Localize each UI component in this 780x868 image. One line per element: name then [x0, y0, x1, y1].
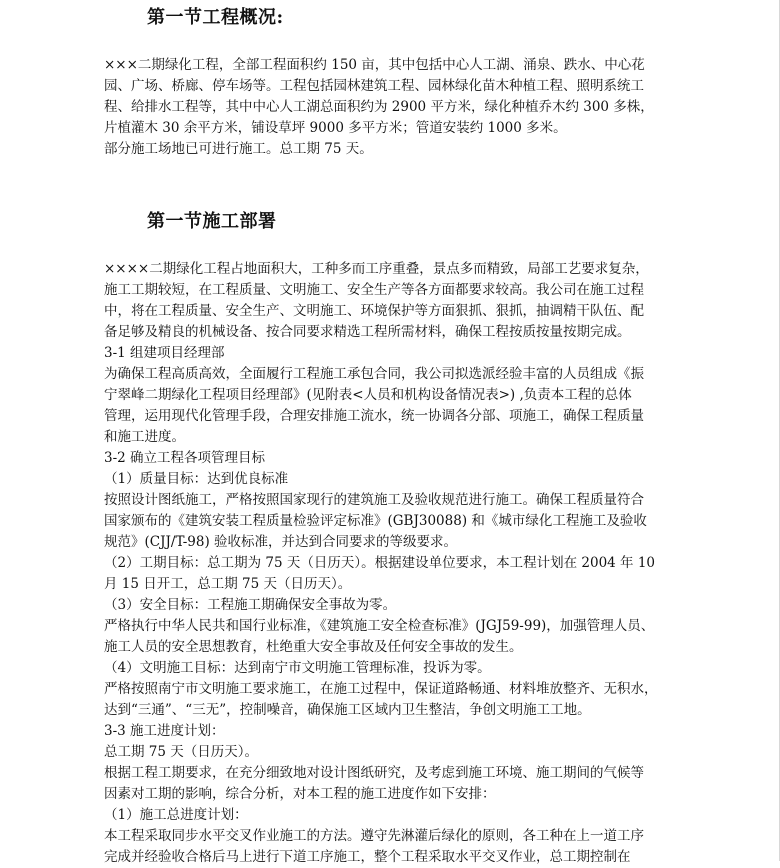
master-schedule-item: （1）施工总进度计划：	[104, 807, 248, 823]
subheading-3-3: 3-3 施工进度计划：	[104, 723, 225, 739]
deployment-body	[104, 259, 664, 868]
text-line: 部分施工场地已可进行施工。总工期 75 天。	[104, 141, 373, 157]
text-line: 为确保工程高质高效，全面履行工程施工承包合同，我公司拟选派经验丰富的人员组成《振	[104, 366, 644, 382]
text-line: 程、给排水工程等，其中中心人工湖总面积约为 2900 平方米，绿化种植乔木约 300 多株，	[104, 99, 654, 115]
text-line: 施工人员的安全思想教育，杜绝重大安全事故及任何安全事故的发生。	[104, 639, 523, 655]
text-line: 本工程采取同步水平交叉作业施工的方法。遵守先淋灌后绿化的原则，各工种在上一道工序	[104, 828, 644, 844]
text-line: 根据工程工期要求，在充分细致地对设计图纸研究，及考虑到施工环境、施工期间的气候等	[104, 765, 644, 781]
text-line: 因素对工期的影响，综合分析，对本工程的施工进度作如下安排：	[104, 786, 496, 802]
text-line: 严格执行中华人民共和国行业标准，《建筑施工安全检查标准》(JGJ59-99)，加强管理人员、	[104, 618, 655, 634]
text-line: 严格按照南宁市文明施工要求施工，在施工过程中，保证道路畅通、材料堆放整齐、无积水，	[104, 681, 658, 697]
text-line: 备足够及精良的机械设备、按合同要求精选工程所需材料，确保工程按质按量按期完成。	[104, 324, 631, 340]
text-line: 管理，运用现代化管理手段，合理安排施工流水，统一协调各分部、项施工，确保工程质量	[104, 408, 644, 424]
quality-target-item: （1）质量目标：达到优良标准	[104, 471, 289, 487]
text-line: ××××二期绿化工程占地面积大，工种多而工序重叠，景点多而精致，局部工艺要求复杂，	[104, 261, 649, 277]
text-line: 园、广场、桥廊、停车场等。工程包括园林建筑工程、园林绿化苗木种植工程、照明系统工	[104, 78, 644, 94]
subheading-3-1: 3-1 组建项目经理部	[104, 345, 225, 361]
text-line: 按照设计图纸施工，严格按照国家现行的建筑施工及验收规范进行施工。确保工程质量符合	[104, 492, 644, 508]
text-line: 完成并经验收合格后马上进行下道工序施工，整个工程采取水平交叉作业，总工期控制在	[104, 849, 631, 865]
section-title-deployment: 第一节施工部署	[147, 211, 277, 232]
subheading-3-2: 3-2 确立工程各项管理目标	[104, 450, 266, 466]
schedule-target-item: （2）工期目标：总工期为 75 天（日历天）。根据建设单位要求，本工程计划在 2004 年 10	[104, 555, 656, 571]
safety-target-item: （3）安全目标：工程施工期确保安全事故为零。	[104, 597, 397, 613]
text-line: 宁翠峰二期绿化工程项目经理部》(见附表<人员和机构设备情况表>) ,负责本工程的总体	[104, 387, 632, 403]
text-line: 达到“三通”、“三无”，控制噪音，确保施工区域内卫生整洁，争创文明施工工地。	[104, 702, 591, 718]
text-line: 施工工期较短，在工程质量、文明施工、安全生产等各方面都要求较高。我公司在施工过程	[104, 282, 644, 298]
text-line: 片植灌木 30 余平方米，铺设草坪 9000 多平方米；管道安装约 1000 多米。	[104, 120, 567, 136]
text-line: 和施工进度。	[104, 429, 185, 445]
text-line: 月 15 日开工，总工期 75 天（日历天）。	[104, 576, 352, 592]
overview-paragraph	[104, 55, 664, 160]
civilized-target-item: （4）文明施工目标：达到南宁市文明施工管理标准，投诉为零。	[104, 660, 491, 676]
section-title-overview: 第一节工程概况:	[147, 7, 284, 28]
text-line: ×××二期绿化工程，全部工程面积约 150 亩，其中包括中心人工湖、涌泉、跌水、中心花	[104, 57, 645, 73]
text-line: 规范》(CJJ/T-98) 验收标准，并达到合同要求的等级要求。	[104, 534, 458, 550]
text-line: 总工期 75 天（日历天）。	[104, 744, 259, 760]
text-line: 中，将在工程质量、安全生产、文明施工、环境保护等方面狠抓、狠抓，抽调精干队伍、配	[104, 303, 644, 319]
text-line: 国家颁布的《建筑安装工程质量检验评定标准》(GBJ30088) 和《城市绿化工程施工及验收	[104, 513, 647, 529]
